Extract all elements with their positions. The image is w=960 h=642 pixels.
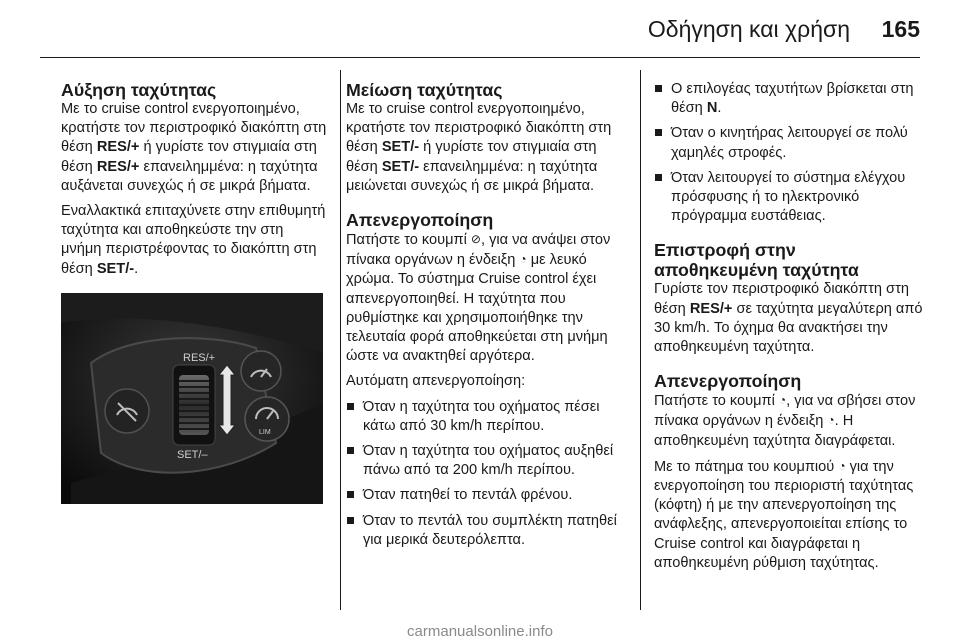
text: σε ταχύτητα μεγαλύτερη από 30 km/h. Το όχημα θα ανακτήσει την αποθηκευμένη ταχύτητα. xyxy=(654,300,923,356)
control-label: RES/+ xyxy=(689,300,733,317)
heading-return-to-stored-speed: Επιστροφή στην αποθηκευμένη ταχύτητα xyxy=(654,240,859,281)
list-item: Όταν η ταχύτητα του οχήματος πέσει κάτω από 30 km/h περίπου. xyxy=(346,398,626,436)
column-3 xyxy=(654,80,924,579)
heading-decrease-speed: Μείωση ταχύτητας xyxy=(346,80,503,100)
text: επανειλημμένα: η ταχύτητα αυξάνεται συνεχώς ή σε μικρά βήματα. xyxy=(61,158,318,194)
page-header xyxy=(0,0,960,60)
text: Με το cruise control ενεργοποιημένο, κρατήστε τον περιστροφικό διακόπτη στη θέση xyxy=(346,101,612,156)
res-label: RES/+ xyxy=(183,352,216,364)
control-label: SET/- xyxy=(96,260,135,277)
text: . xyxy=(134,260,139,277)
cruise-control-icon: ◔ xyxy=(827,413,835,428)
cruise-control-icon: ◔ xyxy=(519,252,527,267)
speed-limiter-icon: ◔ xyxy=(838,458,846,473)
page-number: 165 xyxy=(881,16,920,42)
paragraph-auto-deactivation: Αυτόματη απενεργοποίηση: xyxy=(346,373,526,390)
text: , για να σβήσει στον πίνακα οργάνων η ένδειξη xyxy=(654,393,916,430)
cruise-off-icon: ⊘ xyxy=(470,232,481,247)
list-item: Όταν η ταχύτητα του οχήματος αυξηθεί πάνω από τα 200 km/h περίπου. xyxy=(346,442,626,480)
auto-deactivation-list xyxy=(346,398,626,550)
column-divider-1 xyxy=(340,70,341,610)
heading-deactivation: Απενεργοποίηση xyxy=(346,210,494,231)
text: Με το πάτημα του κουμπιού xyxy=(654,458,839,475)
paragraph-deactivation xyxy=(346,230,626,366)
paragraph-deactivation-2 xyxy=(654,391,924,451)
text: Γυρίστε τον περιστροφικό διακόπτη στη θέση xyxy=(654,281,909,317)
list-item: Όταν πατηθεί το πεντάλ φρένου. xyxy=(346,486,626,505)
list-item xyxy=(654,80,924,118)
text: Εναλλακτικά επιταχύνετε στην επιθυμητή ταχύτητα και αποθηκεύστε την στη μνήμη περιστρέφοντας το διακόπτη στη θέση xyxy=(61,203,326,277)
list-item: Όταν ο κινητήρας λειτουργεί σε πολύ χαμηλές στροφές. xyxy=(654,124,924,162)
text: . Η αποθηκευμένη ταχύτητα διαγράφεται. xyxy=(654,413,896,449)
paragraph-increase xyxy=(61,100,327,196)
text: . xyxy=(717,100,722,117)
text: Πατήστε το κουμπί xyxy=(346,232,471,249)
text: , για να ανάψει στον πίνακα οργάνων η ένδειξη xyxy=(346,232,611,269)
column-1 xyxy=(61,80,327,285)
header-divider xyxy=(40,57,920,58)
section-title: Οδήγηση και χρήση xyxy=(647,16,850,42)
steering-wheel-controls-photo xyxy=(61,293,323,504)
text: ή γυρίστε τον στιγμιαία στη θέση xyxy=(61,139,317,175)
list-item: Όταν λειτουργεί το σύστημα ελέγχου πρόσφυσης ή το ηλεκτρονικό πρόγραμμα ευστάθειας. xyxy=(654,169,924,227)
watermark: carmanualsonline.info xyxy=(407,623,553,640)
paragraph-return xyxy=(654,280,924,357)
lim-label: LIM xyxy=(259,429,271,436)
column-divider-2 xyxy=(640,70,641,610)
text: Πατήστε το κουμπί xyxy=(654,393,779,410)
text: για την ενεργοποίηση του περιοριστή ταχύτητας (κόφτη) ή με την απενεργοποίηση της ανάφλεξης, απενεργοποιείται επίσης το Cruise control και διαγράφεται η αποθηκευμένη ρύθμιση ταχύτητας. xyxy=(654,458,914,571)
control-label: RES/+ xyxy=(96,139,140,156)
cruise-control-icon: ◔ xyxy=(778,393,787,408)
paragraph-decrease xyxy=(346,100,626,196)
control-label: SET/- xyxy=(381,158,420,175)
paragraph-alternative xyxy=(61,202,327,279)
gear-label: N xyxy=(706,100,718,117)
text: ή γυρίστε τον στιγμιαία στη θέση xyxy=(346,139,597,175)
set-label: SET/– xyxy=(177,449,208,461)
control-label: RES/+ xyxy=(96,158,140,175)
text: επανειλημμένα: η ταχύτητα μειώνεται συνεχώς ή σε μικρά βήματα. xyxy=(346,158,598,194)
control-label: SET/- xyxy=(381,139,420,156)
list-item: Όταν το πεντάλ του συμπλέκτη πατηθεί για μερικά δευτερόλεπτα. xyxy=(346,512,626,550)
text: Με το cruise control ενεργοποιημένο, κρατήστε τον περιστροφικό διακόπτη στη θέση xyxy=(61,101,327,156)
text: Ο επιλογέας ταχυτήτων βρίσκεται στη θέση xyxy=(671,81,914,117)
steering-wheel-illustration xyxy=(61,293,323,504)
paragraph-limiter xyxy=(654,457,924,573)
heading-deactivation-2: Απενεργοποίηση xyxy=(654,371,802,392)
text: με λευκό χρώμα. Το σύστημα Cruise control έχει απενεργοποιηθεί. Η ταχύτητα που ρυθμίστηκε και χρησιμοποιήθηκε την τελευταία φορά αποθηκεύεται στη μνήμη ώστε να ανακτηθεί αργότερα. xyxy=(346,252,608,365)
heading-increase-speed: Αύξηση ταχύτητας xyxy=(61,80,217,100)
auto-deactivation-list-continued xyxy=(654,80,924,226)
column-2 xyxy=(346,80,626,556)
